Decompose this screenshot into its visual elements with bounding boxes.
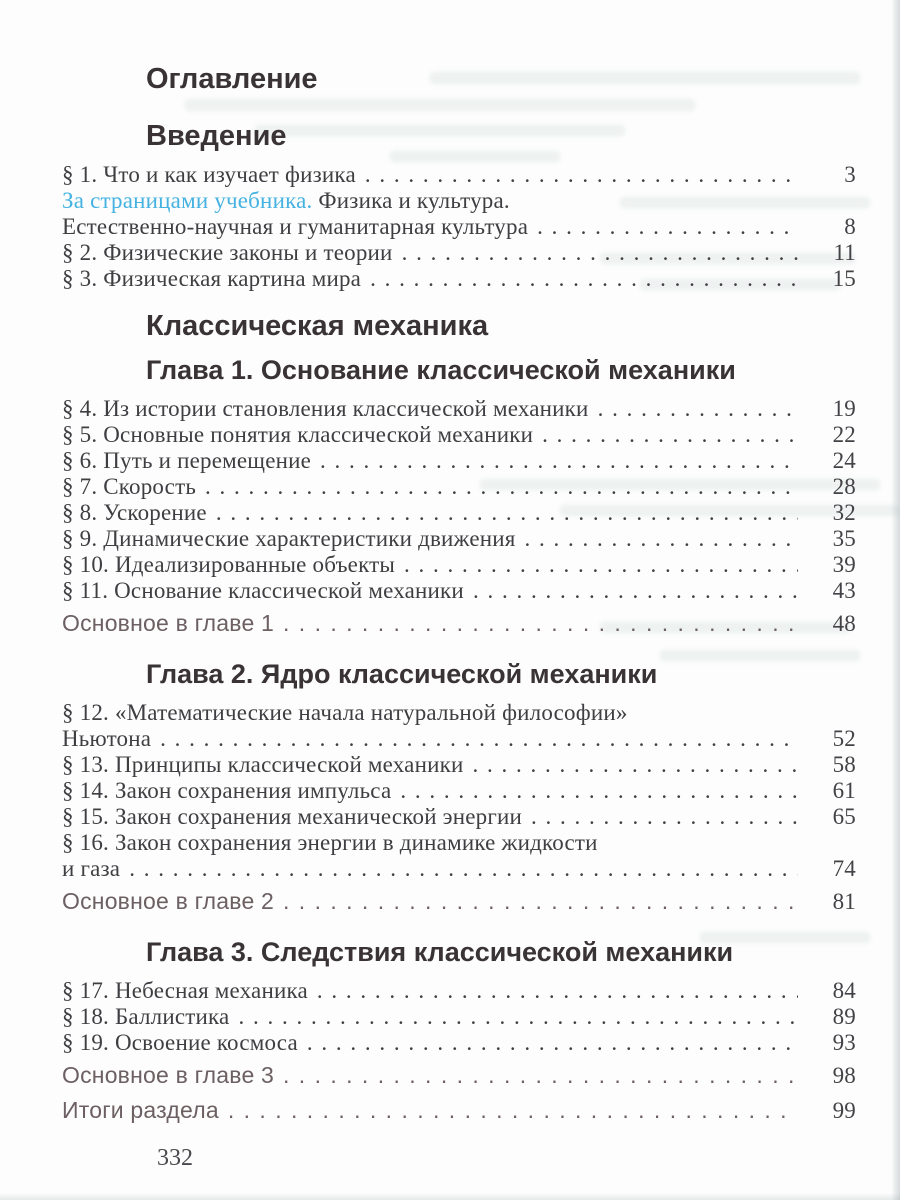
- toc-chapter-heading: Глава 3. Следствия классической механики: [146, 937, 734, 967]
- toc-entry-page-number: 65: [832, 804, 856, 829]
- toc-entry-row: [62, 396, 856, 422]
- dot-leader: [356, 162, 798, 188]
- dot-leader: [274, 610, 798, 636]
- dot-leader: [393, 240, 798, 266]
- dot-leader: [395, 552, 798, 578]
- toc-entry-page-number: 81: [832, 889, 856, 914]
- toc-entry-text: Итоги раздела: [62, 1097, 219, 1123]
- dot-leader: [151, 726, 798, 752]
- scan-edge-shadow-bottom: [0, 1193, 900, 1200]
- toc-entry-page-number: 61: [832, 778, 856, 803]
- toc-entry-page-number: 48: [832, 611, 856, 636]
- toc-entry-row: [62, 856, 856, 882]
- toc-entry-row: [62, 752, 856, 778]
- dot-leader: [522, 804, 798, 830]
- dot-leader: [463, 752, 798, 778]
- toc-entry-text: Основное в главе 1: [62, 610, 275, 636]
- toc-entry-text: Основное в главе 2: [62, 888, 275, 914]
- dot-leader: [196, 474, 798, 500]
- toc-entry-row: [62, 778, 856, 804]
- dot-leader: [533, 422, 798, 448]
- toc-entry-page-number: 58: [832, 752, 856, 777]
- toc-entry-page-number: 52: [832, 726, 856, 751]
- dot-leader: [120, 856, 798, 882]
- toc-entry-page-number: 15: [832, 266, 856, 291]
- toc-entry-row: [62, 214, 856, 240]
- toc-entry-page-number: 74: [832, 856, 856, 881]
- toc-entry-text: § 3. Физическая картина мира: [62, 266, 362, 291]
- toc-entry-page-number: 3: [844, 162, 856, 187]
- page-number-footer: 332: [157, 1145, 193, 1171]
- toc-entry-row: [62, 552, 856, 578]
- dot-leader: [516, 526, 798, 552]
- toc-entry-page-number: 28: [832, 474, 856, 499]
- toc-entry-row: [62, 700, 856, 726]
- toc-entry-row: [62, 266, 856, 292]
- toc-entry-text: § 1. Что и как изучает физика: [62, 162, 356, 187]
- toc-entry-row: [62, 1030, 856, 1056]
- toc-chapter-heading: Глава 2. Ядро классической механики: [146, 659, 658, 689]
- toc-entry-page-number: 93: [832, 1030, 856, 1055]
- toc-entry-page-number: 99: [832, 1098, 856, 1123]
- toc-entry-text: За страницами учебника. Физика и культура.: [62, 188, 510, 213]
- toc-entry-text: Ньютона: [62, 726, 152, 751]
- toc-summary-row: [62, 888, 856, 915]
- dot-leader: [361, 266, 798, 292]
- toc-entry-row: [62, 526, 856, 552]
- scan-edge-shadow-right: [891, 0, 900, 1200]
- toc-entry-row: [62, 1004, 856, 1030]
- toc-entry-row: [62, 578, 856, 604]
- toc-entry-text: § 15. Закон сохранения механической энергии: [62, 804, 522, 829]
- toc-entry-text: § 9. Динамические характеристики движения: [62, 526, 516, 551]
- toc-summary-row: [62, 1097, 856, 1124]
- toc-entry-page-number: 19: [832, 396, 856, 421]
- toc-entry-text: § 8. Ускорение: [62, 500, 207, 525]
- toc-entry-text: § 19. Освоение космоса: [62, 1030, 298, 1055]
- dot-leader: [229, 1004, 798, 1030]
- toc-entry-text: и газа: [62, 856, 121, 881]
- toc-entry-text: Естественно-научная и гуманитарная культура: [62, 214, 529, 239]
- dot-leader: [274, 888, 798, 914]
- dot-leader: [391, 778, 798, 804]
- toc-entry-text: § 12. «Математические начала натуральной философии»: [62, 700, 628, 725]
- dot-leader: [528, 214, 798, 240]
- toc-entry-row: [62, 726, 856, 752]
- toc-entry-page-number: 39: [832, 552, 856, 577]
- dot-leader: [274, 1062, 798, 1088]
- toc-entry-text: § 14. Закон сохранения импульса: [62, 778, 392, 803]
- dot-leader: [308, 978, 798, 1004]
- toc-entry-text: § 10. Идеализированные объекты: [62, 552, 396, 577]
- toc-summary-row: [62, 1062, 856, 1089]
- toc-entry-row: [62, 188, 856, 214]
- dot-leader: [311, 448, 798, 474]
- toc-entry-row: [62, 162, 856, 188]
- toc-entry-text: § 11. Основание классической механики: [62, 578, 464, 603]
- toc-entry-page-number: 84: [832, 978, 856, 1003]
- toc-section-heading: Введение: [146, 120, 287, 152]
- toc-entry-text: § 17. Небесная механика: [62, 978, 308, 1003]
- toc-entry-row: [62, 978, 856, 1004]
- toc-entry-page-number: 89: [832, 1004, 856, 1029]
- toc-title: Оглавление: [146, 63, 318, 95]
- toc-entry-text: Основное в главе 3: [62, 1062, 275, 1088]
- toc-entry-page-number: 11: [833, 240, 856, 265]
- toc-entry-text: § 5. Основные понятия классической механики: [62, 422, 534, 447]
- toc-entry-text: § 16. Закон сохранения энергии в динамике жидкости: [62, 830, 598, 855]
- toc-entry-text: § 6. Путь и перемещение: [62, 448, 312, 473]
- toc-entry-row: [62, 830, 856, 856]
- toc-entry-page-number: 35: [832, 526, 856, 551]
- toc-entry-text: § 13. Принципы классической механики: [62, 752, 464, 777]
- toc-entry-row: [62, 448, 856, 474]
- dot-leader: [219, 1097, 798, 1123]
- toc-entry-text: § 2. Физические законы и теории: [62, 240, 393, 265]
- toc-entry-page-number: 8: [844, 214, 856, 239]
- toc-entry-row: [62, 500, 856, 526]
- toc-entry-row: [62, 474, 856, 500]
- dot-leader: [589, 396, 798, 422]
- toc-chapter-heading: Глава 1. Основание классической механики: [146, 355, 736, 385]
- toc-entry-row: [62, 422, 856, 448]
- toc-entry-text: § 4. Из истории становления классической механики: [62, 396, 589, 421]
- toc-entry-row: [62, 240, 856, 266]
- toc-entry-page-number: 98: [832, 1063, 856, 1088]
- toc-entry-text: § 7. Скорость: [62, 474, 197, 499]
- toc-blocks: [62, 119, 856, 1124]
- dot-leader: [464, 578, 798, 604]
- toc-entry-page-number: 43: [832, 578, 856, 603]
- toc-entry-text: § 18. Баллистика: [62, 1004, 230, 1029]
- dot-leader: [207, 500, 798, 526]
- dot-leader: [298, 1030, 798, 1056]
- toc-entry-row: [62, 804, 856, 830]
- toc-entry-page-number: 32: [832, 500, 856, 525]
- toc-summary-row: [62, 610, 856, 637]
- toc-entry-page-number: 24: [832, 448, 856, 473]
- toc-entry-page-number: 22: [832, 422, 856, 447]
- toc-entry-accent-text: За страницами учебника.: [62, 188, 313, 213]
- toc-section-heading: Классическая механика: [146, 310, 489, 342]
